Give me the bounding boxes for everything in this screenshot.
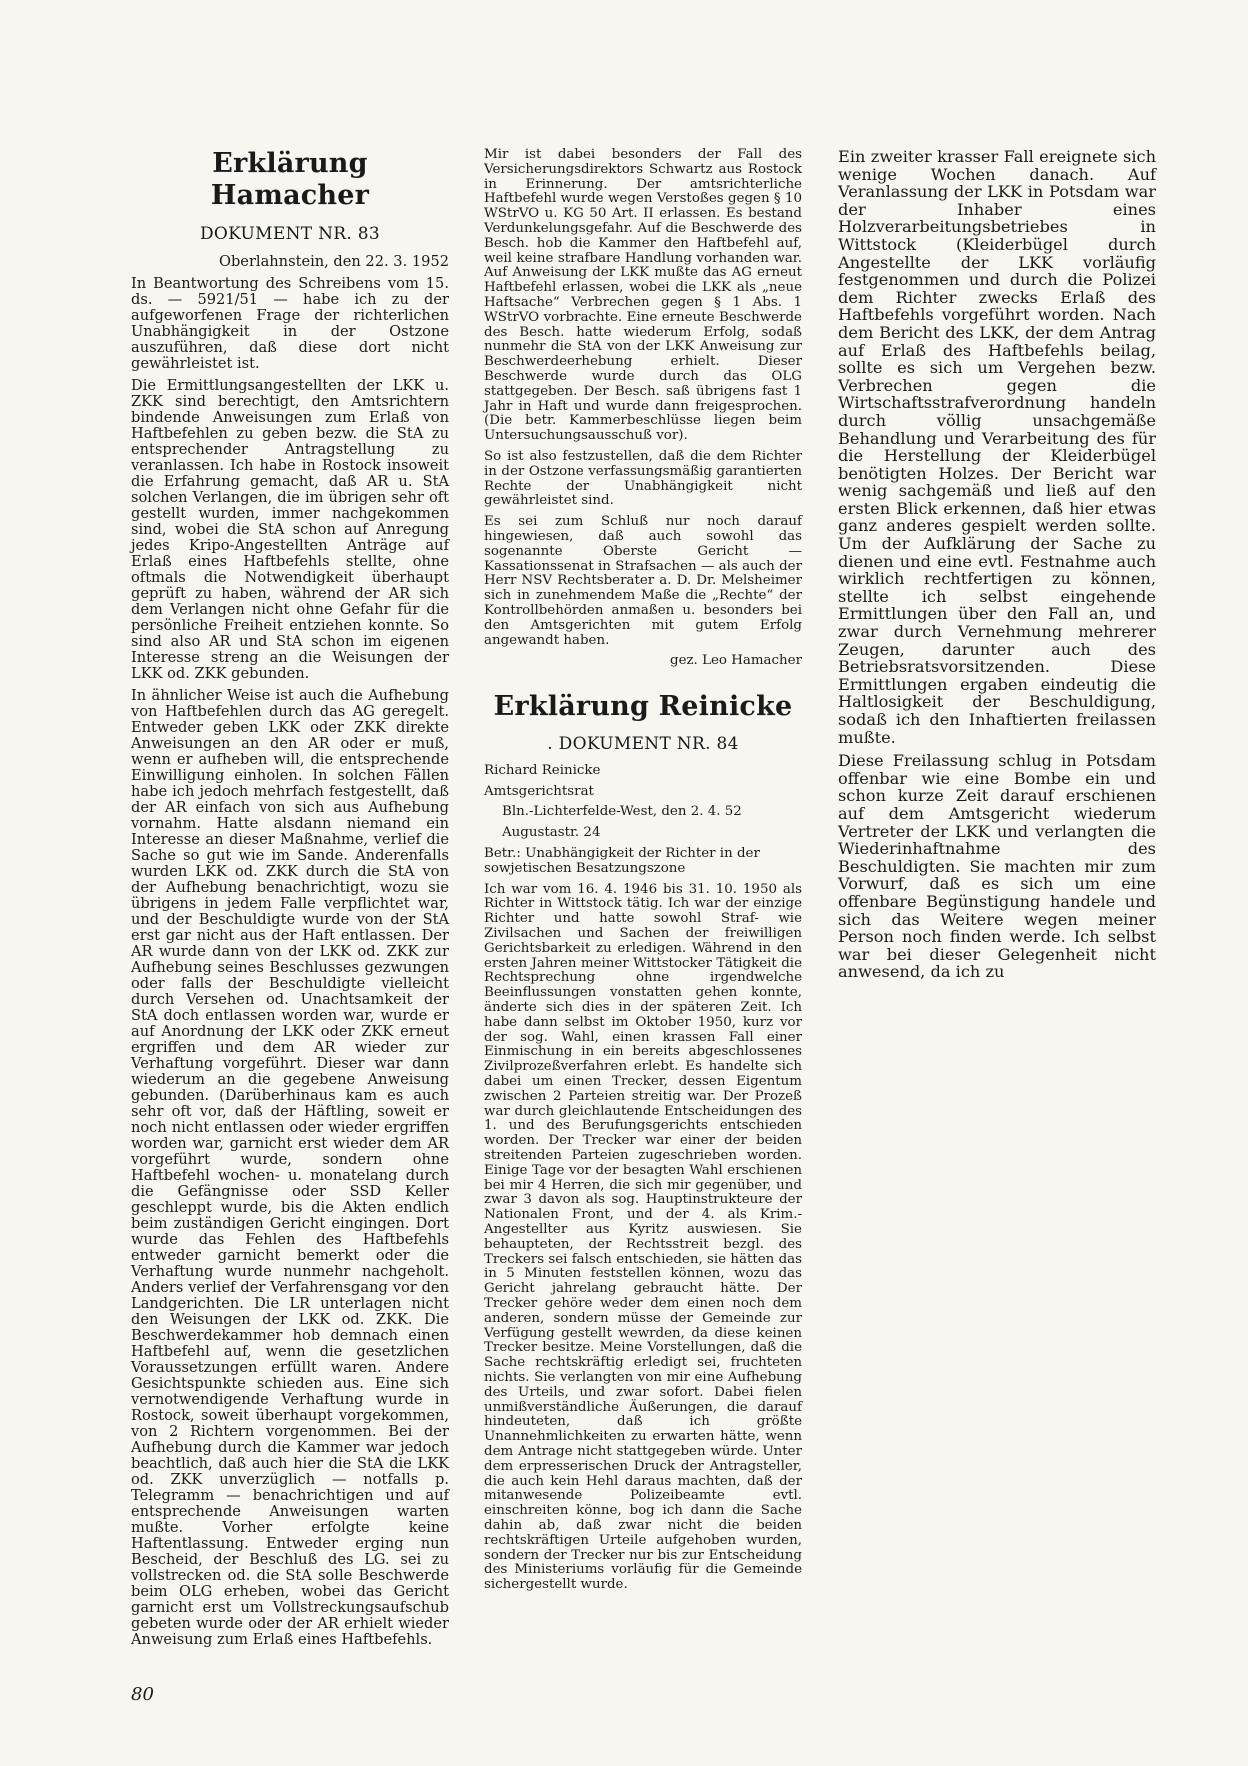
- reinicke-paragraph-3: Diese Freilassung schlug in Potsdam offenbar wie eine Bombe ein und schon kurze Zeit darauf erschienen auf dem Amtsgericht wiederum Vertreter der LKK und verlangten die Wiederinhaftnahme des Beschuldigten. Sie machten mir zum Vorwurf, daß es sich um eine offenbare Begünstigung handele und sich das Weitere wegen meiner Person noch finden werde. Ich selbst war bei dieser Gelegenheit nicht anwesend, da ich zu: [838, 751, 1156, 982]
- column-1: [131, 148, 449, 1654]
- hamacher-paragraph-5: So ist also festzustellen, daß die dem Richter in der Ostzone verfassungsmäßig garantierten Rechte der Unabhängigkeit nicht gewährleistet sind.: [484, 448, 802, 509]
- column-3: [838, 148, 1156, 987]
- hamacher-title: Erklärung Hamacher: [210, 148, 370, 211]
- hamacher-dateline: Oberlahnstein, den 22. 3. 1952: [219, 253, 449, 270]
- reinicke-subject-label: Betr.:: [484, 846, 521, 862]
- reinicke-subject: [484, 847, 802, 877]
- page-number: 80: [131, 1684, 154, 1705]
- reinicke-address-line-1: Bln.-Lichterfelde-West, den 2. 4. 52: [502, 804, 742, 820]
- hamacher-signature: gez. Leo Hamacher: [670, 653, 802, 669]
- hamacher-document-number: DOKUMENT NR. 83: [199, 224, 381, 244]
- reinicke-paragraph-2: Ein zweiter krasser Fall ereignete sich wenige Wochen danach. Auf Veranlassung der LKK in Potsdam war der Inhaber eines Holzverarbeitungsbetriebes in Wittstock (Kleiderbügel durch Angestellte der LKK vorläufig festgenommen und durch die Polizei dem Richter zwecks Erlaß des Haftbefehls vorgeführt worden. Nach dem Bericht des LKK, der dem Antrag auf Erlaß des Haftbefehls beilag, sollte es sich um Vergehen bezw. Verbrechen gegen die Wirtschaftsstrafverordnung handeln durch völlig unsachgemäße Behandlung und Verarbeitung des für die Herstellung der Kleiderbügel benötigten Holzes. Der Bericht war wenig sachgemäß und ließ auf den ersten Blick erkennen, daß hier etwas ganz anderes gespielt werden sollte. Um der Aufklärung der Sache zu dienen und eine evtl. Festnahme auch wirklich rechtfertigen zu können, stellte ich selbst eingehende Ermittlungen über den Fall an, und zwar durch Vernehmung mehrerer Zeugen, darunter auch des Betriebsratsvorsitzenden. Diese Ermittlungen ergaben eindeutig die Haltlosigkeit der Beschuldigung, sodaß ich den Inhaftierten freilassen mußte.: [838, 147, 1156, 747]
- hamacher-paragraph-6: Es sei zum Schluß nur noch darauf hingewiesen, daß auch sowohl das sogenannte Oberste Gericht — Kassationssenat in Strafsachen — als auch der Herr NSV Rechtsberater a. D. Dr. Melsheimer sich in zunehmendem Maße die „Rechte“ der Kontrollbehörden anmaßen u. besonders bei den Amtsgerichten mit gutem Erfolg angewandt haben.: [484, 514, 802, 648]
- reinicke-document-number: . DOKUMENT NR. 84: [547, 734, 739, 755]
- reinicke-sender-name: Richard Reinicke: [484, 762, 601, 778]
- hamacher-paragraph-1: In Beantwortung des Schreibens vom 15. ds. — 5921/51 — habe ich zu der aufgeworfenen Frage der richterlichen Unabhängigkeit in der Ostzone auszuführen, daß diese dort nicht gewährleistet ist.: [131, 275, 449, 372]
- reinicke-sender-title: Amtsgerichtsrat: [484, 783, 594, 799]
- hamacher-paragraph-3: In ähnlicher Weise ist auch die Aufhebung von Haftbefehlen durch das AG geregelt. Entweder geben LKK oder ZKK direkte Anweisungen an den AR oder er muß, wenn er aufheben will, die entsprechende Einwilligung einholen. In solchen Fällen habe ich jedoch mehrfach festgestellt, daß der AR einfach von sich aus Aufhebung vornahm. Hatte alsdann niemand ein Interesse an dieser Maßnahme, verlief die Sache so gut wie im Sande. Anderenfalls wurden LKK od. ZKK durch die StA von der Aufhebung benachrichtigt, wozu sie übrigens in jedem Falle verpflichtet war, und der Beschuldigte wurde von der StA erst gar nicht aus der Haft entlassen. Der AR wurde dann von der LKK od. ZKK zur Aufhebung seines Beschlusses gezwungen oder falls der Beschuldigte vielleicht durch Versehen od. Unachtsamkeit der StA doch entlassen worden war, wurde er auf Anordnung der LKK oder ZKK erneut ergriffen und dem AR wieder zur Verhaftung vorgeführt. Dieser war dann wiederum an die gegebene Anweisung gebunden. (Darüberhinaus kam es auch sehr oft vor, daß der Häftling, soweit er noch nicht entlassen oder wieder ergriffen worden war, garnicht erst wieder dem AR vorgeführt wurde, sondern ohne Haftbefehl wochen- u. monatelang durch die Gefängnisse oder SSD Keller geschleppt wurde, bis die Akten endlich beim zuständigen Gericht eingingen. Dort wurde das Fehlen des Haftbefehls entweder garnicht bemerkt oder die Verhaftung wurde nunmehr nachgeholt. Anders verlief der Verfahrensgang vor den Landgerichten. Die LR unterlagen nicht den Weisungen der LKK od. ZKK. Die Beschwerdekammer hob demnach einen Haftbefehl auf, wenn die gesetzlichen Voraussetzungen erfüllt waren. Andere Gesichtspunkte schieden aus. Eine sich vernotwendigende Verhaftung wurde in Rostock, soweit überhaupt vorgekommen, von 2 Richtern vorgenommen. Bei der Aufhebung durch die Kammer war jedoch beachtlich, daß auch hier die StA die LKK od. ZKK unverzüglich — notfalls p. Telegramm — benachrichtigen und auf entsprechende Anweisungen warten mußte. Vorher erfolgte keine Haftentlassung. Entweder erging nun Bescheid, der Beschluß des LG. sei zu vollstrecken od. die StA solle Beschwerde beim OLG erheben, wobei das Gericht garnicht erst um Vollstreckungsaufschub gebeten wurde oder der AR erhielt wieder Anweisung zum Erlaß eines Haftbefehls.: [131, 687, 449, 1648]
- reinicke-paragraph-1: Ich war vom 16. 4. 1946 bis 31. 10. 1950 als Richter in Wittstock tätig. Ich war der einzige Richter und hatte sowohl Straf- wie Zivilsachen und Sachen der freiwilligen Gerichtsbarkeit zu erledigen. Während in den ersten Jahren meiner Wittstocker Tätigkeit die Rechtsprechung ohne irgendwelche Beeinflussungen vonstatten gehen konnte, änderte sich dies in der späteren Zeit. Ich habe dann selbst im Oktober 1950, kurz vor der sog. Wahl, einen krassen Fall einer Einmischung in ein bereits abgeschlossenes Zivilprozeßverfahren erlebt. Es handelte sich dabei um einen Trecker, dessen Eigentum zwischen 2 Parteien streitig war. Der Prozeß war durch gleichlautende Entscheidungen des 1. und des Berufungsgerichts entschieden worden. Der Trecker war einer der beiden streitenden Parteien zugeschrieben worden. Einige Tage vor der besagten Wahl erschienen bei mir 4 Herren, die sich mir gegenüber, und zwar 3 davon als sog. Hauptinstrukteure der Nationalen Front, und der 4. als Krim.-Angestellter aus Kyritz auswiesen. Sie behaupteten, der Rechtsstreit bezgl. des Treckers sei falsch entschieden, sie hätten das in 5 Minuten feststellen können, wozu das Gericht jahrelang gebraucht hätte. Der Trecker gehöre weder dem einen noch dem anderen, sondern müsse der Gemeinde zur Verfügung gestellt wewrden, da diese keinen Trecker besitze. Meine Vorstellungen, daß die Sache rechtskräftig erledigt sei, fruchteten nichts. Sie verlangten von mir eine Aufhebung des Urteils, und zwar sofort. Dabei fielen unmißverständliche Äußerungen, die darauf hindeuteten, daß ich größte Unannehmlichkeiten zu erwarten hätte, wenn dem Antrage nicht stattgegeben würde. Unter dem erpresserischen Druck der Antragsteller, die auch kein Hehl daraus machten, daß der mitanwesende Polizeibeamte evtl. einschreiten könne, bog ich dann die Sache dahin ab, daß zwar nicht die beiden rechtskräftigen Urteile aufgehoben wurden, sondern der Trecker nur bis zur Entscheidung des Ministeriums vorläufig für die Gemeinde sichergestellt wurde.: [484, 881, 802, 1593]
- reinicke-address-line-2: Augustastr. 24: [502, 825, 601, 841]
- reinicke-title: Erklärung Reinicke: [493, 691, 793, 723]
- reinicke-subject-text: Unabhängigkeit der Richter in der sowjetischen Besatzungszone: [484, 846, 760, 876]
- hamacher-paragraph-4: Mir ist dabei besonders der Fall des Versicherungsdirektors Schwartz aus Rostock in Erinnerung. Der amtsrichterliche Haftbefehl wurde wegen Verstoßes gegen § 10 WStrVO u. KG 50 Art. II erlassen. Es bestand Verdunkelungsgefahr. Auf die Beschwerde des Besch. hob die Kammer den Haftbefehl auf, weil keine strafbare Handlung vorhanden war. Auf Anweisung der LKK mußte das AG erneut Haftbefehl erlassen, wobei die LKK als „neue Haftsache“ Verbrechen gegen § 1 Abs. 1 WStrVO vorbrachte. Eine erneute Beschwerde des Besch. hatte wiederum Erfolg, sodaß nunmehr die StA von der LKK Anweisung zur Beschwerdeerhebung erhielt. Dieser Beschwerde wurde durch das OLG stattgegeben. Der Besch. saß übrigens fast 1 Jahr in Haft und wurde dann freigesprochen. (Die betr. Kammerbeschlüsse liegen beim Untersuchungsausschuß vor).: [484, 147, 802, 444]
- column-2: [484, 148, 802, 1599]
- hamacher-paragraph-2: Die Ermittlungsangestellten der LKK u. ZKK sind berechtigt, den Amtsrichtern bindende Anweisungen zum Erlaß von Haftbefehlen zu geben bezw. die StA zu entsprechender Antragstellung zu veranlassen. Ich habe in Rostock insoweit die Erfahrung gemacht, daß AR u. StA solchen Verlangen, die im übrigen sehr oft gestellt wurden, immer nachgekommen sind, wobei die StA schon auf Anregung jedes Kripo-Angestellten Anträge auf Erlaß eines Haftbefehls stellte, ohne oftmals die Notwendigkeit überhaupt geprüft zu haben, während der AR sich dem Verlangen nicht ohne Gefahr für die persönliche Freiheit entziehen konnte. So sind also AR und StA schon im eigenen Interesse streng an die Weisungen der LKK od. ZKK gebunden.: [131, 377, 449, 682]
